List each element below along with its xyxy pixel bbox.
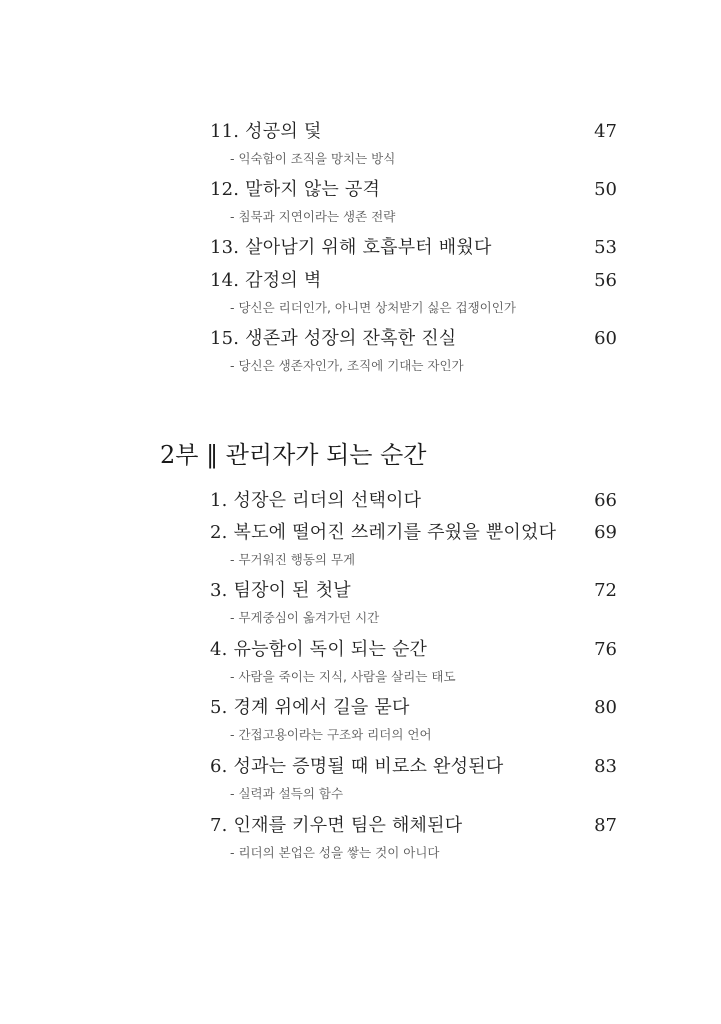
toc-entry-title: 2. 복도에 떨어진 쓰레기를 주웠을 뿐이었다: [210, 522, 557, 543]
toc-page-number: 69: [594, 522, 617, 543]
toc-entry-title: 11. 성공의 덫: [210, 121, 322, 142]
toc-page-number: 72: [594, 580, 617, 601]
toc-entry-title: 5. 경계 위에서 길을 묻다: [210, 697, 410, 718]
toc-entry-12: [210, 175, 617, 225]
toc-entry-subtitle: - 익숙함이 조직을 망치는 방식: [230, 151, 396, 166]
toc-entry-11: [210, 117, 617, 167]
toc-page-number: 66: [594, 490, 617, 511]
toc-entry-p2-3: [210, 576, 617, 626]
toc-entry-title: 13. 살아남기 위해 호흡부터 배웠다: [210, 237, 492, 258]
toc-entry-subtitle: - 당신은 리더인가, 아니면 상처받기 싫은 겁쟁이인가: [230, 300, 516, 315]
toc-page-number: 80: [594, 697, 617, 718]
toc-entry-p2-7: [210, 811, 617, 861]
toc-page-number: 53: [594, 237, 617, 258]
toc-entry-title: 12. 말하지 않는 공격: [210, 179, 381, 200]
toc-entry-subtitle: - 침묵과 지연이라는 생존 전략: [230, 209, 396, 224]
toc-page-number: 56: [594, 270, 617, 291]
toc-entry-p2-6: [210, 752, 617, 802]
toc-entry-p2-4: [210, 635, 617, 685]
toc-entry-p2-5: [210, 693, 617, 743]
toc-entry-title: 6. 성과는 증명될 때 비로소 완성된다: [210, 756, 504, 777]
toc-entry-p2-1: [210, 486, 617, 512]
toc-entry-title: 1. 성장은 리더의 선택이다: [210, 490, 422, 511]
toc-entry-15: [210, 324, 617, 374]
toc-entry-subtitle: - 당신은 생존자인가, 조직에 기대는 자인가: [230, 358, 464, 373]
toc-entry-subtitle: - 리더의 본업은 성을 쌓는 것이 아니다: [230, 845, 440, 860]
toc-page-number: 50: [594, 179, 617, 200]
toc-page-number: 47: [594, 121, 617, 142]
toc-entry-title: 14. 감정의 벽: [210, 270, 322, 291]
toc-entry-subtitle: - 무거워진 행동의 무게: [230, 552, 356, 567]
toc-page-number: 83: [594, 756, 617, 777]
toc-entry-title: 3. 팀장이 된 첫날: [210, 580, 351, 601]
toc-entry-p2-2: [210, 518, 617, 568]
toc-entry-title: 4. 유능함이 독이 되는 순간: [210, 639, 428, 660]
toc-page-number: 87: [594, 815, 617, 836]
toc-entry-subtitle: - 실력과 설득의 함수: [230, 786, 344, 801]
toc-entry-subtitle: - 무게중심이 옮겨가던 시간: [230, 610, 380, 625]
toc-entry-subtitle: - 간접고용이라는 구조와 리더의 언어: [230, 727, 432, 742]
part-heading: 2부 ‖ 관리자가 되는 순간: [160, 441, 427, 469]
toc-entry-title: 15. 생존과 성장의 잔혹한 진실: [210, 328, 457, 349]
toc-page-number: 60: [594, 328, 617, 349]
toc-entry-13: [210, 233, 617, 259]
toc-entry-14: [210, 266, 617, 316]
toc-entry-subtitle: - 사람을 죽이는 지식, 사람을 살리는 태도: [230, 669, 456, 684]
toc-page-number: 76: [594, 639, 617, 660]
toc-entry-title: 7. 인재를 키우면 팀은 해체된다: [210, 815, 463, 836]
